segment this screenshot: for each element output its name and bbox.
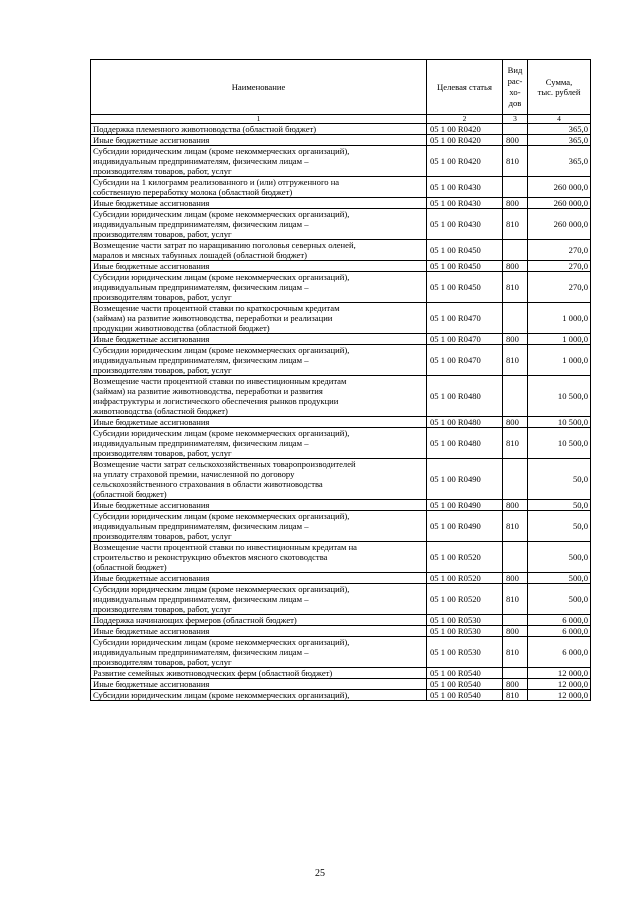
table-row (91, 124, 591, 135)
table-row (91, 417, 591, 428)
row-name-line: Субсидии юридическим лицам (кроме некоммерческих организаций), (93, 209, 350, 219)
row-name-line: индивидуальным предпринимателям, физическим лицам – (93, 282, 309, 292)
row-sum: 6 000,0 (528, 626, 591, 637)
table-row (91, 459, 591, 500)
row-vid: 810 (503, 584, 528, 615)
table-row (91, 146, 591, 177)
table-row (91, 584, 591, 615)
row-vid (503, 376, 528, 417)
row-sum: 6 000,0 (528, 637, 591, 668)
row-name (91, 584, 427, 615)
row-name-line: Иные бюджетные ассигнования (93, 135, 210, 145)
table-row (91, 345, 591, 376)
row-code: 05 1 00 R0470 (427, 345, 503, 376)
row-vid (503, 303, 528, 334)
table-row (91, 626, 591, 637)
column-index: 4 (528, 115, 591, 124)
row-name-line: Субсидии юридическим лицам (кроме некоммерческих организаций), (93, 146, 350, 156)
row-name (91, 417, 427, 428)
row-vid (503, 459, 528, 500)
row-sum: 260 000,0 (528, 209, 591, 240)
row-vid (503, 615, 528, 626)
row-name-line: маралов и мясных табунных лошадей (областной бюджет) (93, 250, 307, 260)
table-body (91, 124, 591, 701)
row-code: 05 1 00 R0520 (427, 584, 503, 615)
row-name-line: Иные бюджетные ассигнования (93, 626, 210, 636)
row-name-line: производителям товаров, работ, услуг (93, 604, 232, 614)
row-name-line: Субсидии юридическим лицам (кроме некоммерческих организаций), (93, 637, 350, 647)
row-name-line: Возмещение части процентной ставки по краткосрочным кредитам (93, 303, 340, 313)
table-row (91, 542, 591, 573)
row-name (91, 209, 427, 240)
row-name-line: (областной бюджет) (93, 562, 167, 572)
row-name (91, 261, 427, 272)
row-name-line: Поддержка начинающих фермеров (областной бюджет) (93, 615, 297, 625)
row-name-line: индивидуальным предпринимателям, физическим лицам – (93, 594, 309, 604)
row-code: 05 1 00 R0480 (427, 417, 503, 428)
row-name-line: Поддержка племенного животноводства (областной бюджет) (93, 124, 317, 134)
row-name-line: Иные бюджетные ассигнования (93, 500, 210, 510)
row-name-line: производителям товаров, работ, услуг (93, 531, 232, 541)
row-name-line: Возмещение части процентной ставки по инвестиционным кредитам (93, 376, 347, 386)
row-sum: 12 000,0 (528, 679, 591, 690)
row-name (91, 542, 427, 573)
row-name-line: производителям товаров, работ, услуг (93, 166, 232, 176)
table-row (91, 511, 591, 542)
row-vid: 800 (503, 261, 528, 272)
row-name-line: индивидуальным предпринимателям, физическим лицам – (93, 156, 309, 166)
row-sum: 12 000,0 (528, 668, 591, 679)
row-vid: 810 (503, 428, 528, 459)
row-code: 05 1 00 R0480 (427, 428, 503, 459)
row-vid: 800 (503, 135, 528, 146)
row-name (91, 124, 427, 135)
table-row (91, 637, 591, 668)
row-code: 05 1 00 R0520 (427, 573, 503, 584)
row-name-line: (займам) на развитие животноводства, переработки и развития (93, 386, 323, 396)
table-row (91, 209, 591, 240)
row-code: 05 1 00 R0420 (427, 135, 503, 146)
table-row (91, 135, 591, 146)
row-sum: 10 500,0 (528, 417, 591, 428)
row-vid: 800 (503, 573, 528, 584)
row-name (91, 135, 427, 146)
row-vid: 810 (503, 690, 528, 701)
table-row (91, 668, 591, 679)
row-name (91, 459, 427, 500)
row-code: 05 1 00 R0530 (427, 615, 503, 626)
row-sum: 1 000,0 (528, 303, 591, 334)
row-sum: 10 500,0 (528, 428, 591, 459)
row-name-line: индивидуальным предпринимателям, физическим лицам – (93, 355, 309, 365)
row-name (91, 345, 427, 376)
column-index: 1 (91, 115, 427, 124)
row-name-line: Субсидии юридическим лицам (кроме некоммерческих организаций), (93, 272, 350, 282)
row-name-line: Возмещение части затрат по наращиванию поголовья северных оленей, (93, 240, 356, 250)
row-name (91, 668, 427, 679)
row-name-line: Иные бюджетные ассигнования (93, 417, 210, 427)
row-name-line: Субсидии юридическим лицам (кроме некоммерческих организаций), (93, 690, 350, 700)
row-vid: 810 (503, 637, 528, 668)
header-name: Наименование (91, 60, 427, 115)
row-sum: 500,0 (528, 584, 591, 615)
row-name-line: (займам) на развитие животноводства, переработки и реализации (93, 313, 333, 323)
row-name (91, 511, 427, 542)
row-name-line: Возмещение части затрат сельскохозяйственных товаропроизводителей (93, 459, 356, 469)
page-number: 25 (315, 868, 325, 879)
row-name-line: Субсидии юридическим лицам (кроме некоммерческих организаций), (93, 584, 350, 594)
table-row (91, 198, 591, 209)
row-code: 05 1 00 R0430 (427, 209, 503, 240)
row-name-line: Возмещение части процентной ставки по инвестиционным кредитам на (93, 542, 357, 552)
row-code: 05 1 00 R0470 (427, 303, 503, 334)
row-name (91, 177, 427, 198)
row-name-line: продукции животноводства (областной бюджет) (93, 323, 270, 333)
row-name-line: на уплату страховой премии, начисленной по договору (93, 469, 295, 479)
row-vid: 800 (503, 198, 528, 209)
row-vid (503, 124, 528, 135)
row-name-line: производителям товаров, работ, услуг (93, 229, 232, 239)
row-name-line: Субсидии юридическим лицам (кроме некоммерческих организаций), (93, 428, 350, 438)
row-sum: 50,0 (528, 459, 591, 500)
column-index: 2 (427, 115, 503, 124)
row-name-line: Иные бюджетные ассигнования (93, 261, 210, 271)
row-name-line: индивидуальным предпринимателям, физическим лицам – (93, 647, 309, 657)
row-name-line: (областной бюджет) (93, 489, 167, 499)
row-name-line: Иные бюджетные ассигнования (93, 198, 210, 208)
row-name (91, 679, 427, 690)
row-sum: 50,0 (528, 500, 591, 511)
row-sum: 270,0 (528, 261, 591, 272)
row-vid: 800 (503, 334, 528, 345)
row-sum: 365,0 (528, 146, 591, 177)
row-sum: 10 500,0 (528, 376, 591, 417)
table-row (91, 690, 591, 701)
row-sum: 500,0 (528, 573, 591, 584)
row-name (91, 146, 427, 177)
row-code: 05 1 00 R0450 (427, 272, 503, 303)
row-code: 05 1 00 R0480 (427, 376, 503, 417)
row-name-line: Иные бюджетные ассигнования (93, 334, 210, 344)
row-name (91, 573, 427, 584)
table-row (91, 376, 591, 417)
row-vid: 810 (503, 511, 528, 542)
row-name-line: индивидуальным предпринимателям, физическим лицам – (93, 438, 309, 448)
table-row (91, 240, 591, 261)
row-vid: 810 (503, 146, 528, 177)
row-vid (503, 240, 528, 261)
row-name-line: Иные бюджетные ассигнования (93, 573, 210, 583)
row-name (91, 626, 427, 637)
row-name-line: собственную переработку молока (областной бюджет) (93, 187, 293, 197)
header-vid: Вид рас- хо- дов (503, 60, 528, 115)
row-sum: 260 000,0 (528, 177, 591, 198)
row-name-line: Иные бюджетные ассигнования (93, 679, 210, 689)
row-vid: 800 (503, 500, 528, 511)
column-index-row (91, 115, 591, 124)
row-name (91, 376, 427, 417)
column-index: 3 (503, 115, 528, 124)
row-sum: 270,0 (528, 240, 591, 261)
row-name-line: сельскохозяйственного страхования в области животноводства (93, 479, 323, 489)
row-code: 05 1 00 R0450 (427, 240, 503, 261)
table-row (91, 303, 591, 334)
row-name-line: производителям товаров, работ, услуг (93, 292, 232, 302)
row-code: 05 1 00 R0540 (427, 679, 503, 690)
table-row (91, 500, 591, 511)
row-code: 05 1 00 R0430 (427, 198, 503, 209)
row-sum: 1 000,0 (528, 334, 591, 345)
row-vid: 810 (503, 345, 528, 376)
row-name (91, 428, 427, 459)
table-row (91, 573, 591, 584)
row-code: 05 1 00 R0450 (427, 261, 503, 272)
table-row (91, 334, 591, 345)
row-name-line: производителям товаров, работ, услуг (93, 448, 232, 458)
row-name-line: производителям товаров, работ, услуг (93, 365, 232, 375)
row-sum: 50,0 (528, 511, 591, 542)
row-name (91, 198, 427, 209)
row-vid (503, 542, 528, 573)
table-row (91, 177, 591, 198)
row-vid: 800 (503, 626, 528, 637)
row-sum: 365,0 (528, 135, 591, 146)
row-vid (503, 177, 528, 198)
row-vid: 800 (503, 417, 528, 428)
table-row (91, 261, 591, 272)
row-sum: 500,0 (528, 542, 591, 573)
row-code: 05 1 00 R0530 (427, 626, 503, 637)
row-name (91, 500, 427, 511)
row-vid: 810 (503, 209, 528, 240)
row-name-line: индивидуальным предпринимателям, физическим лицам – (93, 521, 309, 531)
row-code: 05 1 00 R0490 (427, 511, 503, 542)
row-vid (503, 668, 528, 679)
budget-table (90, 59, 591, 701)
table-row (91, 272, 591, 303)
table-row (91, 428, 591, 459)
row-code: 05 1 00 R0420 (427, 146, 503, 177)
row-code: 05 1 00 R0540 (427, 690, 503, 701)
row-code: 05 1 00 R0470 (427, 334, 503, 345)
row-sum: 365,0 (528, 124, 591, 135)
row-sum: 270,0 (528, 272, 591, 303)
row-code: 05 1 00 R0430 (427, 177, 503, 198)
row-name-line: инфраструктуры и логистического обеспечения рынков продукции (93, 396, 339, 406)
row-vid: 810 (503, 272, 528, 303)
row-name (91, 240, 427, 261)
row-name-line: производителям товаров, работ, услуг (93, 657, 232, 667)
header-sum: Сумма, тыс. рублей (528, 60, 591, 115)
row-name (91, 303, 427, 334)
row-name (91, 334, 427, 345)
row-sum: 6 000,0 (528, 615, 591, 626)
row-name (91, 615, 427, 626)
row-code: 05 1 00 R0490 (427, 500, 503, 511)
row-name (91, 272, 427, 303)
row-code: 05 1 00 R0540 (427, 668, 503, 679)
row-name-line: Развитие семейных животноводческих ферм (областной бюджет) (93, 668, 333, 678)
row-name-line: строительство и реконструкцию объектов мясного скотоводства (93, 552, 328, 562)
row-sum: 1 000,0 (528, 345, 591, 376)
row-name (91, 637, 427, 668)
row-name-line: индивидуальным предпринимателям, физическим лицам – (93, 219, 309, 229)
row-sum: 260 000,0 (528, 198, 591, 209)
header-row (91, 60, 591, 115)
table-row (91, 615, 591, 626)
row-code: 05 1 00 R0530 (427, 637, 503, 668)
row-name (91, 690, 427, 701)
row-name-line: животноводства (областной бюджет) (93, 406, 228, 416)
header-article: Целевая статья (427, 60, 503, 115)
row-code: 05 1 00 R0420 (427, 124, 503, 135)
row-name-line: Субсидии на 1 килограмм реализованного и (или) отгруженного на (93, 177, 340, 187)
table-row (91, 679, 591, 690)
row-sum: 12 000,0 (528, 690, 591, 701)
row-code: 05 1 00 R0490 (427, 459, 503, 500)
row-code: 05 1 00 R0520 (427, 542, 503, 573)
row-name-line: Субсидии юридическим лицам (кроме некоммерческих организаций), (93, 511, 350, 521)
row-vid: 800 (503, 679, 528, 690)
row-name-line: Субсидии юридическим лицам (кроме некоммерческих организаций), (93, 345, 350, 355)
